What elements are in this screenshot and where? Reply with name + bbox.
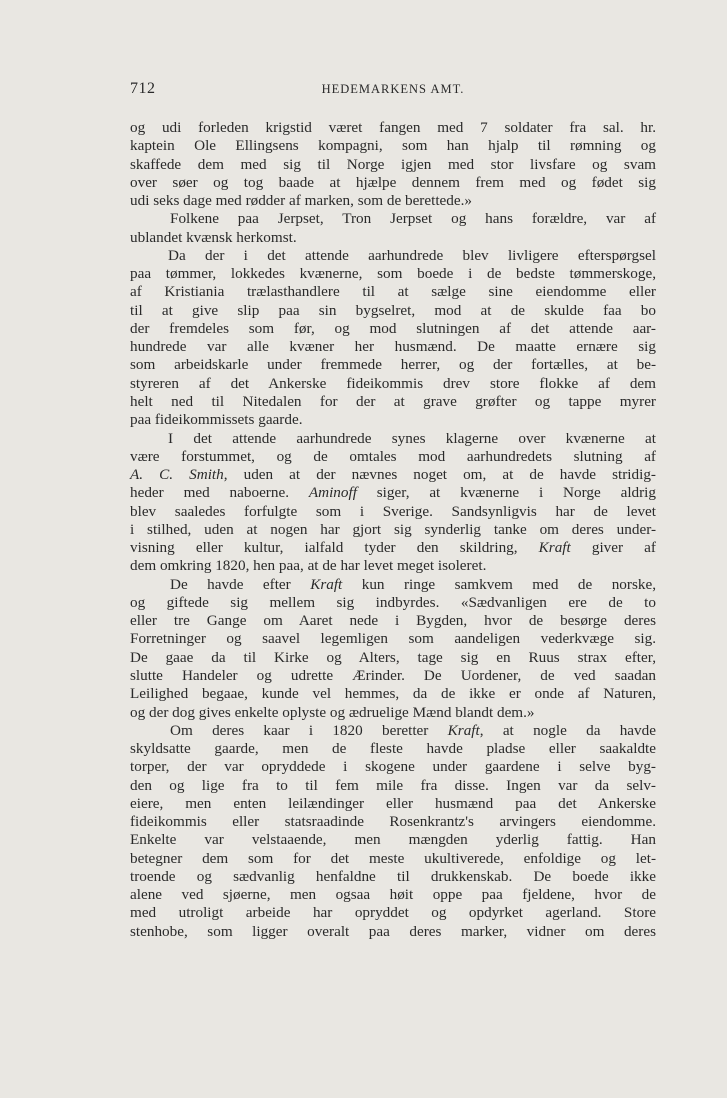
text-line: alene ved sjøerne, men ogsaa høit oppe paa fjeldene, hvor de (130, 886, 656, 904)
text-line: fideikommis eller statsraadinde Rosenkrantz's arvingers eiendomme. (130, 813, 656, 831)
italic-name: Kraft (310, 575, 343, 593)
text-line: De gaae da til Kirke og Alters, tage sig en Ruus strax efter, (130, 648, 656, 666)
text-line: være forstummet, og de omtales mod aarhundredets slutning af (130, 447, 656, 465)
text-line: af Kristiania trælasthandlere til at sælge sine eiendomme eller (130, 283, 656, 301)
text-line: hundrede var alle kvæner her husmænd. De maatte ernære sig (130, 338, 656, 356)
text-line: A. C. Smith, uden at der nævnes noget om, at de havde stridig- (130, 466, 656, 484)
text-line: heder med naboerne. Aminoff siger, at kvænerne i Norge aldrig (130, 484, 656, 502)
text-line: Enkelte var velstaaende, men mængden yderlig fattig. Han (130, 831, 656, 849)
text-line: skyldsatte gaarde, men de fleste havde pladse eller saakaldte (130, 740, 656, 758)
text-line: dem omkring 1820, hen paa, at de har levet meget isoleret. (130, 557, 487, 575)
text-line: Forretninger og saavel legemligen som aandeligen vederkvæge sig. (130, 630, 656, 648)
text-line: og der dog gives enkelte oplyste og ædruelige Mænd blandt dem.» (130, 703, 535, 721)
text-line: visning eller kultur, ialfald tyder den skildring, Kraft giver af (130, 539, 656, 557)
text-line: eiere, men enten leilændinger eller husmænd paa det Ankerske (130, 794, 656, 812)
text-line: blev saaledes forfulgte som i Sverige. Sandsynligvis har de levet (130, 502, 656, 520)
text-line: De havde efter Kraft kun ringe samkvem med de norske, (170, 575, 656, 593)
text-line: som arbeidskarle under fremmede herrer, og der fortælles, at be- (130, 356, 656, 374)
italic-name: Aminoff (308, 484, 357, 502)
running-title: HEDEMARKENS AMT. (321, 82, 465, 96)
italic-name: A. C. Smith (130, 466, 224, 484)
text-line: eller tre Gange om Aaret nede i Bygden, hvor de besørge deres (130, 612, 656, 630)
text-line: kaptein Ole Ellingsens kompagni, som han hjalp til rømning og (130, 137, 656, 155)
text-line: og giftede sig mellem sig indbyrdes. «Sædvanligen ere de to (130, 593, 656, 611)
text-line: ublandet kvænsk herkomst. (130, 228, 297, 246)
italic-name: Kraft (538, 539, 571, 557)
page-header (130, 80, 656, 102)
text-line: stenhobe, som ligger overalt paa deres marker, vidner om deres (130, 922, 656, 940)
text-line: I det attende aarhundrede synes klagerne over kvænerne at (168, 429, 656, 447)
text-line: i stilhed, uden at nogen har gjort sig synderlig tanke om deres under- (130, 520, 656, 538)
italic-name: Kraft (447, 721, 480, 739)
page-body-text (130, 119, 656, 941)
text-line: slutte Handeler og udrette Ærinder. De Uordener, de ved saadan (130, 666, 656, 684)
text-line: med utroligt arbeide har opryddet og opdyrket agerland. Store (130, 904, 656, 922)
text-line: udi seks dage med rødder af marken, som de berettede.» (130, 192, 473, 210)
text-line: helt ned til Nitedalen for der at grave grøfter og tappe myrer (130, 392, 656, 410)
page-number: 712 (130, 80, 156, 97)
text-line: paa tømmer, lokkedes kvænerne, som boede i de bedste tømmerskoge, (130, 265, 656, 283)
text-line: skaffede dem med sig til Norge igjen med stor livsfare og svam (130, 155, 656, 173)
text-line: Da der i det attende aarhundrede blev livligere efterspørgsel (168, 246, 656, 264)
text-line: Om deres kaar i 1820 beretter Kraft, at nogle da havde (170, 721, 656, 739)
text-line: paa fideikommissets gaarde. (130, 411, 303, 429)
text-line: troende og sædvanlig henfaldne til drukkenskab. De boede ikke (130, 867, 656, 885)
text-line: til at give slip paa sin bygselret, mod at de skulde faa bo (130, 301, 656, 319)
text-line: den og lige fra to til fem mile fra disse. Ingen var da selv- (130, 776, 656, 794)
text-line: torper, der var opryddede i skogene under gaardene i selve byg- (130, 758, 656, 776)
text-line: der fremdeles som før, og mod slutningen af det attende aar- (130, 319, 656, 337)
text-line: og udi forleden krigstid været fangen med 7 soldater fra sal. hr. (130, 119, 656, 136)
text-line: Leilighed begaae, kunde vel hemmes, da de ikke er onde af Naturen, (130, 685, 656, 703)
text-line: over søer og tog baade at hjælpe dennem frem med og fødet sig (130, 173, 656, 191)
text-line: styreren af det Ankerske fideikommis drev store flokke af dem (130, 374, 656, 392)
text-line: Folkene paa Jerpset, Tron Jerpset og hans forældre, var af (170, 210, 656, 228)
text-line: betegner dem som for det meste ukultiverede, enfoldige og let- (130, 849, 656, 867)
